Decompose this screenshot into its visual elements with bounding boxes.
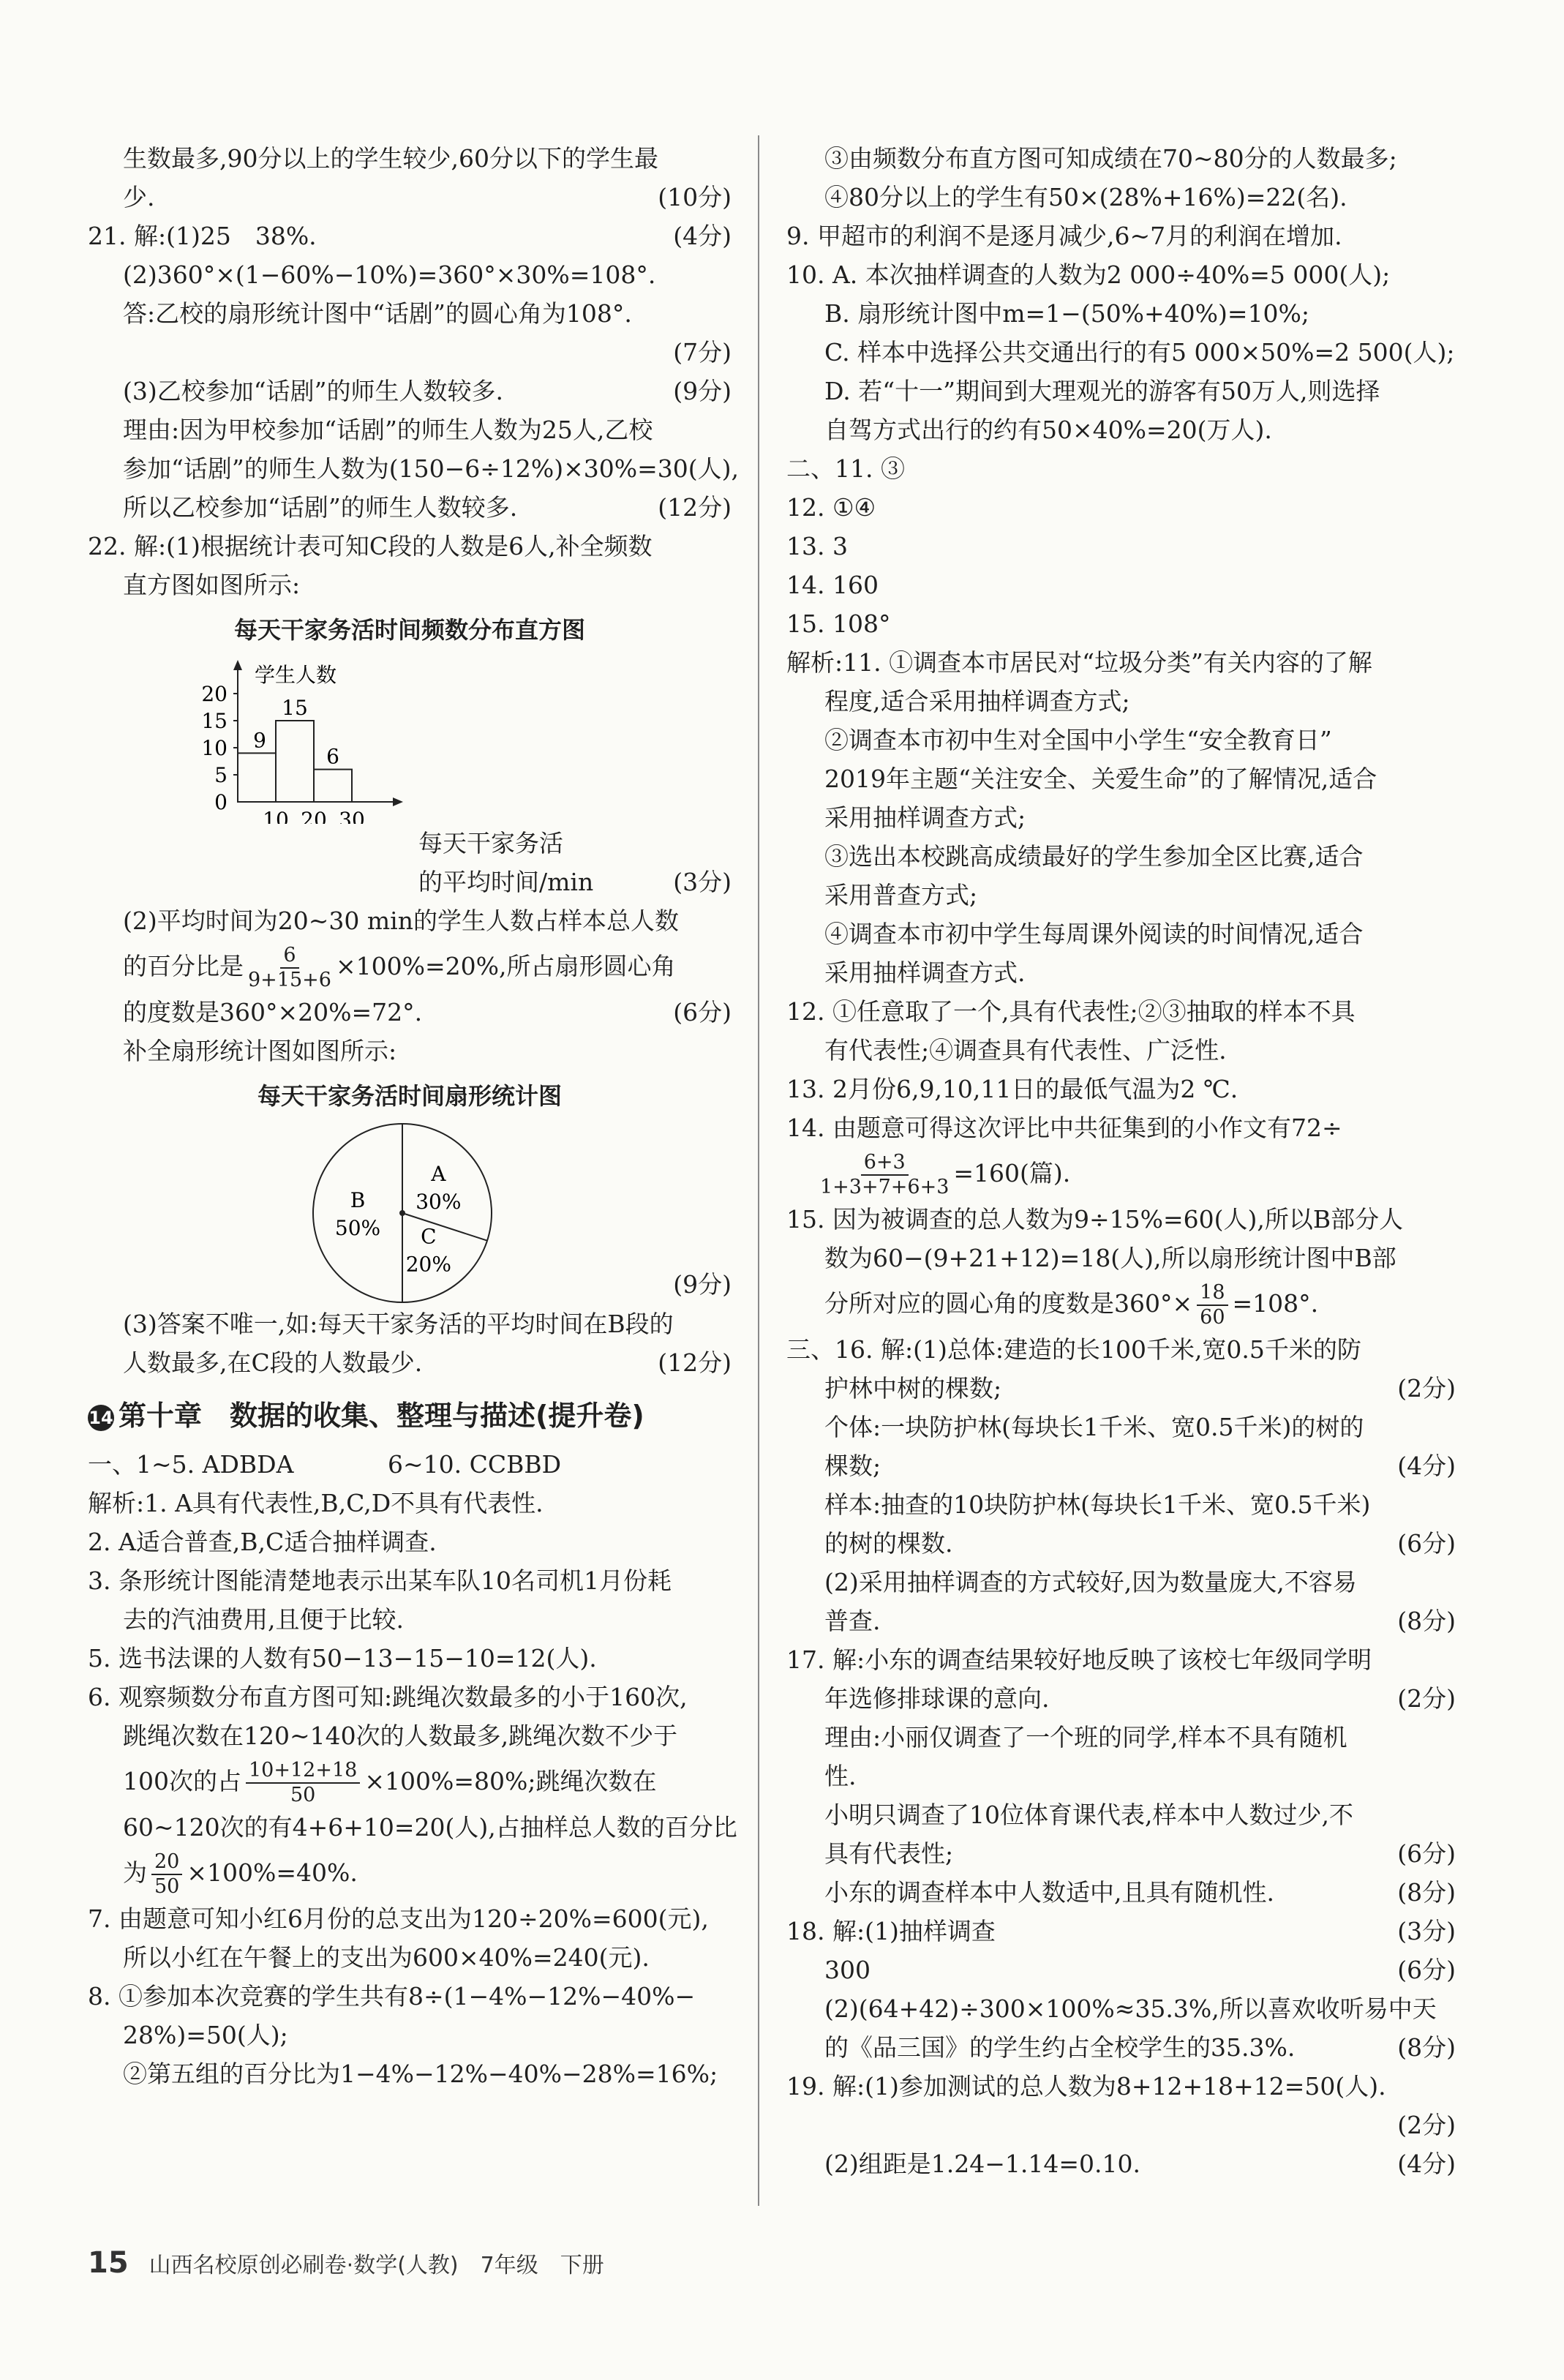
text-line: 答:乙校的扇形统计图中“话剧”的圆心角为108°. [123,299,632,328]
y-tick-label: 0 [214,790,228,814]
text-line: 分所对应的圆心角的度数是360°× $\frac{18}{60}$ =108°. [824,1281,1319,1329]
text-line: 60~120次的有4+6+10=20(人),占抽样总人数的百分比 [123,1813,737,1842]
left-column [88,139,739,2093]
histogram-bar [238,753,276,802]
histogram-title: 每天干家务活时间频数分布直方图 [233,616,585,644]
text-line: 9. 甲超市的利润不是逐月减少,6~7月的利润在增加. [786,222,1342,250]
section-badge: 14 [88,1405,114,1431]
text-line: 10. A. 本次抽样调查的人数为2 000÷40%=5 000(人); [786,260,1391,289]
pie-slice-label: B [350,1188,366,1212]
text-line: 15. 108° [786,609,891,638]
text-line: 7. 由题意可知小红6月份的总支出为120÷20%=600(元), [88,1904,709,1933]
histogram-bar [314,770,352,802]
pie-center [399,1210,405,1216]
text-line: 程度,适合采用抽样调查方式; [824,687,1130,716]
text-line: 采用普查方式; [824,881,978,909]
text-line: 的度数是360°×20%=72°. (6分) [123,998,732,1026]
question-21: 21. 解:(1)25 38%. (4分) [88,222,732,250]
text-line: 直方图如图所示: [123,571,301,599]
text-line: 的树的棵数. (6分) [824,1529,1456,1558]
text-line: 2019年主题“关注安全、关爱生命”的了解情况,适合 [824,765,1377,793]
bar-value-label: 9 [253,728,266,753]
text-line: 具有代表性; (6分) [824,1839,1456,1868]
text-line: ②第五组的百分比为1−4%−12%−40%−28%=16%; [123,2060,718,2088]
text-line: 解析:11. ①调查本市居民对“垃圾分类”有关内容的了解 [786,648,1372,677]
column-divider [758,135,759,2206]
text-line: 护林中树的棵数; (2分) [824,1374,1456,1403]
text-line: 补全扇形统计图如图所示: [123,1037,397,1065]
histogram-xlabel: 的平均时间/min (3分) [418,868,732,896]
text-line: 有代表性;④调查具有代表性、广泛性. [824,1036,1227,1065]
y-axis-arrow [233,660,242,670]
text-line: 100次的占 $\frac{10+12+18}{50}$ ×100%=80%;跳绳次数在 [123,1759,657,1806]
text-line: 小东的调查样本中人数适中,且具有随机性. (8分) [824,1878,1456,1907]
text-line: 采用抽样调查方式; [824,803,1026,832]
text-line: 8. ①参加本次竞赛的学生共有8÷(1−4%−12%−40%− [88,1982,696,2011]
x-tick-label: 10 [263,808,289,824]
x-axis-arrow [393,797,403,806]
section-heading: 14 第十章 数据的收集、整理与描述(提升卷) [89,1400,644,1432]
text-line: 个体:一块防护林(每块长1千米、宽0.5千米)的树的 [824,1413,1364,1441]
text-line: ③由频数分布直方图可知成绩在70~80分的人数最多; [824,144,1397,173]
text-line: 18. 解:(1)抽样调查 (3分) [786,1917,1456,1945]
bar-value-label: 6 [326,744,339,769]
pie-slice-label: A [431,1162,446,1187]
pie-chart [88,1122,732,1305]
text-line: ②调查本市初中生对全国中小学生“安全教育日” [824,726,1332,754]
fraction: $\frac{20}{50}$ [151,1850,182,1899]
text-line: 采用抽样调查方式. [824,958,1026,987]
text-line: 5. 选书法课的人数有50−13−15−10=12(人). [88,1644,597,1673]
bar-value-label: 15 [282,696,308,720]
text-line: 12. ①任意取了一个,具有代表性;②③抽取的样本不具 [786,997,1356,1026]
text-line: 14. 160 [786,571,879,599]
question-22: 22. 解:(1)根据统计表可知C段的人数是6人,补全频数 [88,532,653,560]
text-line: 13. 2月份6,9,10,11日的最低气温为2 ℃. [786,1075,1238,1103]
y-tick-label: 10 [201,736,228,760]
pie-title: 每天干家务活时间扇形统计图 [257,1082,562,1110]
text-line: (2)平均时间为20~30 min的学生人数占样本总人数 [123,906,679,935]
text-line: (2)(64+42)÷300×100%≈35.3%,所以喜欢收听易中天 [824,1994,1437,2023]
y-tick-label: 15 [201,709,228,733]
text-line: 的《品三国》的学生约占全校学生的35.3%. (8分) [824,2033,1456,2062]
text-line: 3. 条形统计图能清楚地表示出某车队10名司机1月份耗 [88,1566,672,1595]
x-tick-label: 20 [301,808,327,824]
fraction: $\frac{6+3}{1+3+7+6+3}$ [820,1151,950,1198]
page-number: 15 [88,2246,129,2280]
text-line: ④80分以上的学生有50×(28%+16%)=22(名). [824,183,1347,211]
text-line: 数为60−(9+21+12)=18(人),所以扇形统计图中B部 [824,1244,1396,1272]
text-line: 6. 观察频数分布直方图可知:跳绳次数最多的小于160次, [88,1683,688,1711]
histogram-chart [88,656,732,824]
text-line: D. 若“十一”期间到大理观光的游客有50万人,则选择 [824,377,1380,405]
text-line: 12. ①④ [786,493,876,522]
score: (7分) [673,338,732,367]
fraction: $\frac{10+12+18}{50}$ [246,1759,360,1807]
text-line: 所以小红在午餐上的支出为600×40%=240(元). [123,1943,650,1972]
text-line: 自驾方式出行的约有50×40%=20(万人). [824,416,1272,444]
text-line: C. 样本中选择公共交通出行的有5 000×50%=2 500(人); [824,338,1455,367]
pie-slice-value: 20% [405,1252,451,1277]
text-line: 理由:因为甲校参加“话剧”的师生人数为25人,乙校 [123,416,653,444]
score: (2分) [1397,2111,1456,2139]
text-line: 的百分比是 $\frac{6}{9+15+6}$ ×100%=20%,所占扇形圆心角 [123,944,676,991]
text-line: 15. 因为被调查的总人数为9÷15%=60(人),所以B部分人 [786,1205,1404,1234]
text-line: 普查. (8分) [824,1607,1456,1635]
pie-slice-value: 30% [416,1190,462,1215]
y-tick-label: 20 [201,682,228,706]
text-line: 棵数; (4分) [824,1452,1456,1480]
text-line: 样本:抽查的10块防护林(每块长1千米、宽0.5千米) [824,1490,1371,1519]
text-line: ④调查本市初中学生每周课外阅读的时间情况,适合 [824,920,1364,948]
text-line: 13. 3 [786,532,848,560]
pie-slice-value: 50% [334,1216,381,1240]
pie-slice-label: C [421,1224,437,1249]
text-line: 14. 由题意可得这次评比中共征集到的小作文有72÷ [786,1114,1342,1142]
score: (9分) [673,1270,732,1299]
text-line: 性. [824,1762,857,1790]
text-line: 小明只调查了10位体育课代表,样本中人数过少,不 [824,1801,1353,1829]
text-line: $\frac{6+3}{1+3+7+6+3}$ =160(篇). [820,1151,1071,1198]
y-axis-label: 学生人数 [255,663,337,687]
text-line: 去的汽油费用,且便于比较. [123,1605,404,1634]
text-line: (3)乙校参加“话剧”的师生人数较多. (9分) [123,377,732,405]
text-line: (2)采用抽样调查的方式较好,因为数量庞大,不容易 [824,1568,1357,1596]
text-line: 28%)=50(人); [123,2021,288,2049]
fraction: $\frac{6}{9+15+6}$ [248,944,331,991]
text-line: 300 (6分) [824,1956,1456,1984]
text-line: 理由:小丽仅调查了一个班的同学,样本不具有随机 [824,1723,1347,1752]
text-line: 年选修排球课的意向. (2分) [824,1684,1456,1713]
text-line: (2)360°×(1−60%−10%)=360°×30%=108°. [123,260,656,289]
histogram-bar [276,721,314,802]
text-line: B. 扇形统计图中m=1−(50%+40%)=10%; [824,299,1310,328]
text-line: (3)答案不唯一,如:每天干家务活的平均时间在B段的 [123,1310,674,1338]
answer-line: 一、1~5. ADBDA 6~10. CCBBD [88,1450,562,1479]
text-line: 19. 解:(1)参加测试的总人数为8+12+18+12=50(人). [786,2072,1386,2101]
text-line: 解析:1. A具有代表性,B,C,D不具有代表性. [88,1489,544,1517]
pie-block [88,1122,732,1305]
text-line: 所以乙校参加“话剧”的师生人数较多. (12分) [123,493,732,522]
text-line: 17. 解:小东的调查结果较好地反映了该校七年级同学明 [786,1645,1372,1674]
text-line: 跳绳次数在120~140次的人数最多,跳绳次数不少于 [123,1722,678,1750]
histogram-block [88,656,732,824]
page-footer [88,2246,604,2280]
x-tick-label: 30 [339,808,365,824]
text-line: 人数最多,在C段的人数最少. (12分) [123,1348,732,1377]
text-line: 为 $\frac{20}{50}$ ×100%=40%. [123,1850,358,1898]
text-line: ③选出本校跳高成绩最好的学生参加全区比赛,适合 [824,842,1364,871]
y-tick-label: 5 [214,763,228,787]
text-line: 少. (10分) [123,183,732,211]
pie-slice-boundary [402,1213,487,1241]
histogram-xlabel: 每天干家务活 [418,829,563,857]
footer-text: 山西名校原创必刷卷·数学(人教) 7年级 下册 [148,2253,604,2278]
fraction: $\frac{18}{60}$ [1197,1281,1227,1329]
text-line: 2. A适合普查,B,C适合抽样调查. [88,1528,437,1556]
text-line: (2)组距是1.24−1.14=0.10. (4分) [824,2150,1456,2178]
text-line: 三、16. 解:(1)总体:建造的长100千米,宽0.5千米的防 [786,1335,1361,1364]
text-line: 参加“话剧”的师生人数为(150−6÷12%)×30%=30(人), [123,454,739,483]
text-line: 二、11. ③ [786,454,905,483]
text-line: 生数最多,90分以上的学生较少,60分以下的学生最 [123,144,658,173]
right-column [786,139,1456,2183]
